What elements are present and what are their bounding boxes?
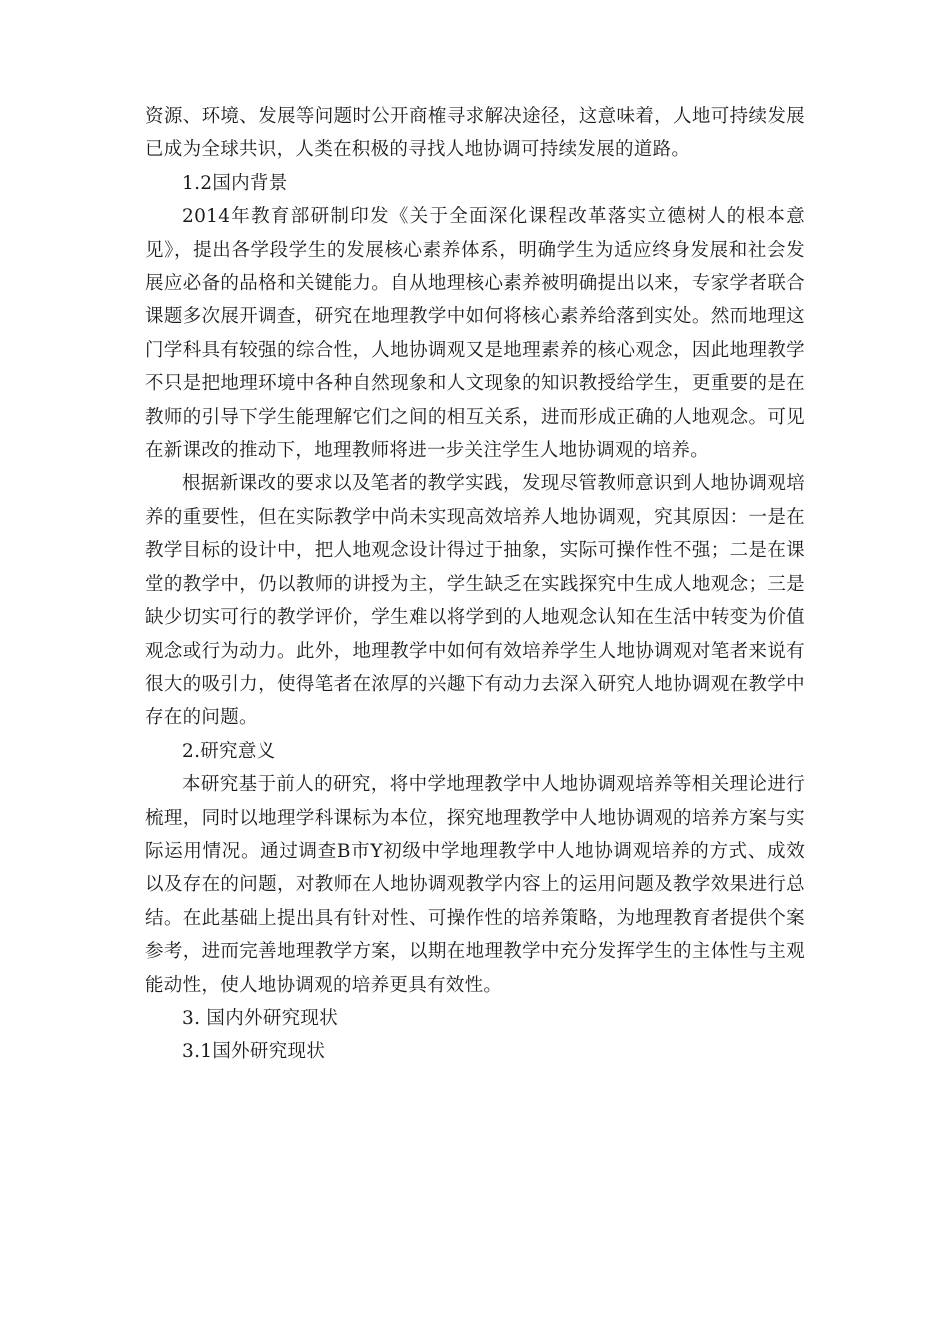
section-heading-2: 2.研究意义 — [182, 740, 276, 762]
document-body — [145, 100, 805, 1069]
section-heading-1-2: 1.2国内背景 — [182, 172, 288, 194]
paragraph-domestic-background-2: 根据新课改的要求以及笔者的教学实践，发现尽管教师意识到人地协调观培养的重要性，但在实际教学中尚未实现高效培养人地协调观，究其原因：一是在教学目标的设计中，把人地观念设计得过于抽象，实际可操作性不强；二是在课堂的教学中，仍以教师的讲授为主，学生缺乏在实践探究中生成人地观念；三是缺少切实可行的教学评价，学生难以将学到的人地观念认知在生活中转变为价值观念或行为动力。此外，地理教学中如何有效培养学生人地协调观对笔者来说有很大的吸引力，使得笔者在浓厚的兴趣下有动力去深入研究人地协调观在教学中存在的问题。 — [145, 473, 805, 729]
paragraph-intro: 资源、环境、发展等问题时公开商榷寻求解决途径，这意味着，人地可持续发展已成为全球共识，人类在积极的寻找人地协调可持续发展的道路。 — [145, 106, 805, 161]
paragraph-research-significance: 本研究基于前人的研究，将中学地理教学中人地协调观培养等相关理论进行梳理，同时以地理学科课标为本位，探究地理教学中人地协调观的培养方案与实际运用情况。通过调查B市Y初级中学地理教学中人地协调观培养的方式、成效以及存在的问题，对教师在人地协调观教学内容上的运用问题及教学效果进行总结。在此基础上提出具有针对性、可操作性的培养策略，为地理教育者提供个案参考，进而完善地理教学方案，以期在地理教学中充分发挥学生的主体性与主观能动性，使人地协调观的培养更具有效性。 — [145, 774, 805, 996]
section-heading-3: 3. 国内外研究现状 — [182, 1007, 339, 1029]
section-heading-3-1: 3.1国外研究现状 — [182, 1041, 326, 1063]
paragraph-domestic-background-1: 2014年教育部研制印发《关于全面深化课程改革落实立德树人的根本意见》，提出各学段学生的发展核心素养体系，明确学生为适应终身发展和社会发展应必备的品格和关键能力。自从地理核心素养被明确提出以来，专家学者联合课题多次展开调查，研究在地理教学中如何将核心素养给落到实处。然而地理这门学科具有较强的综合性，人地协调观又是地理素养的核心观念，因此地理教学不只是把地理环境中各种自然现象和人文现象的知识教授给学生，更重要的是在教师的引导下学生能理解它们之间的相互关系，进而形成正确的人地观念。可见在新课改的推动下，地理教师将进一步关注学生人地协调观的培养。 — [145, 206, 805, 462]
